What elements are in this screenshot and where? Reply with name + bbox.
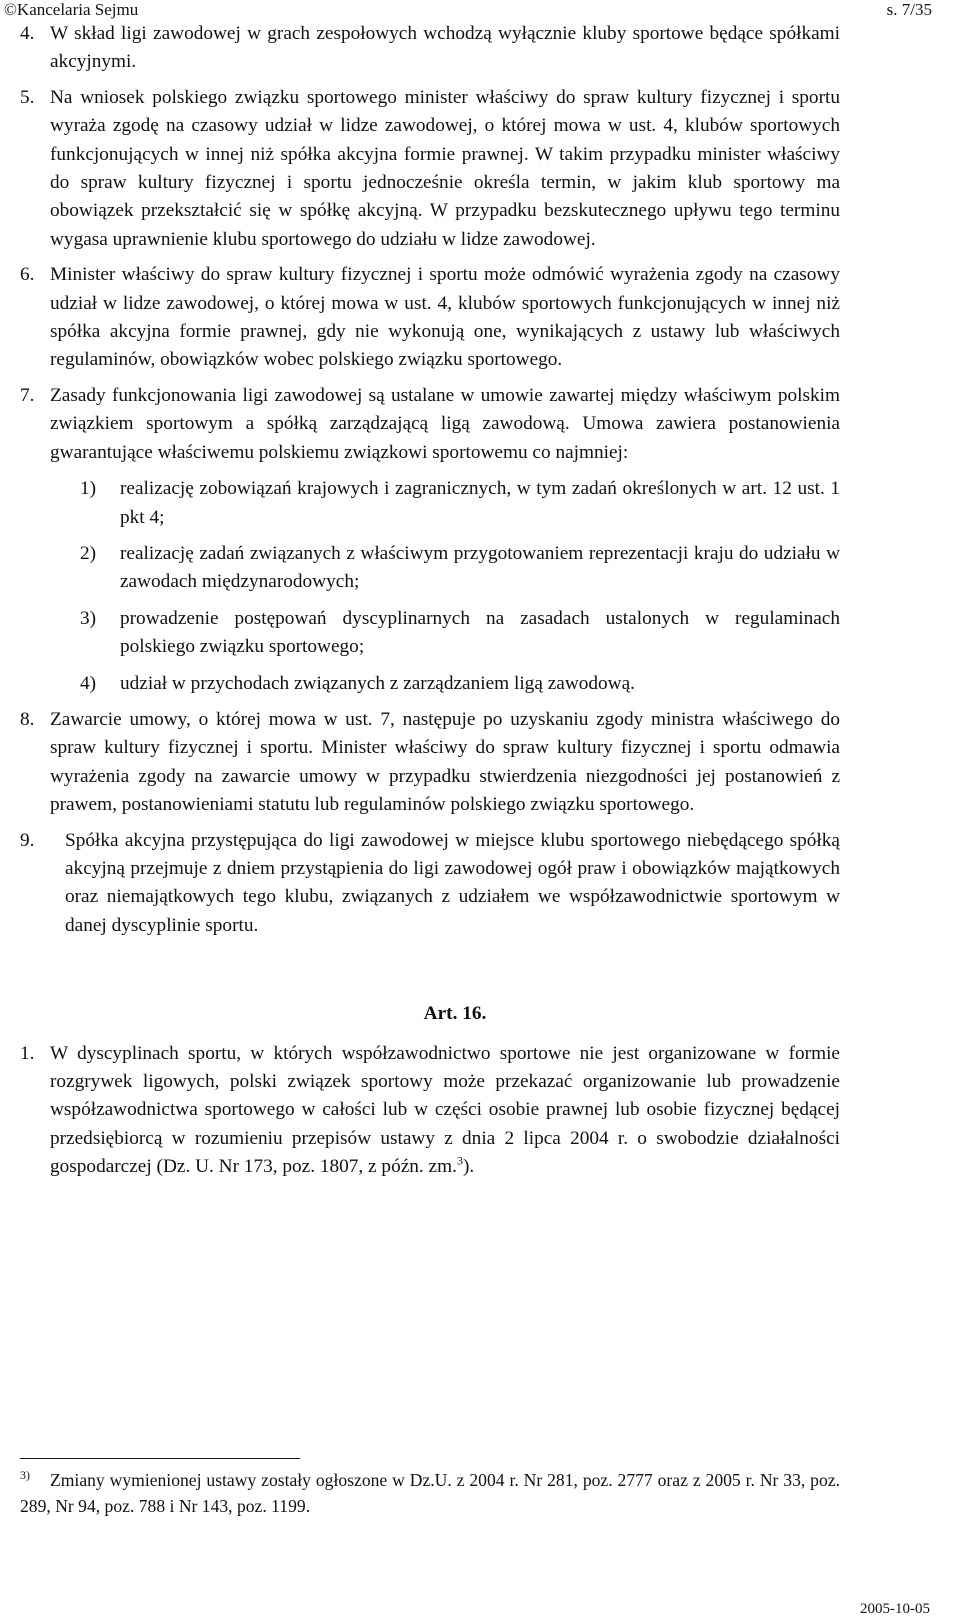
paragraph-number: 4.	[20, 23, 35, 44]
paragraph-4	[20, 20, 840, 77]
header-page-number: s. 7/35	[886, 0, 932, 19]
paragraph-number: 7.	[20, 384, 35, 406]
paragraph-number: 6.	[20, 264, 35, 286]
list-item	[20, 670, 840, 698]
list-item	[20, 540, 840, 597]
paragraph-number: 5.	[20, 86, 35, 108]
footnote-mark: 3)	[20, 1468, 30, 1482]
paragraph-7	[20, 382, 840, 467]
paragraph-number: 1.	[20, 1042, 35, 1064]
list-item-number: 4)	[80, 672, 97, 694]
paragraph-5	[20, 84, 840, 254]
paragraph-number: 8.	[20, 708, 35, 730]
list-item-number: 3)	[80, 607, 97, 629]
list-item-number: 1)	[80, 478, 97, 500]
footnote	[20, 1467, 840, 1519]
paragraph-8	[20, 706, 840, 820]
footnote-text: Zmiany wymienionej ustawy zostały ogłoszone w Dz.U. z 2004 r. Nr 281, poz. 2777 oraz z 2005 r. Nr 33, poz. 289, Nr 94, poz. 788 i Nr 143, poz. 1199.	[20, 1470, 840, 1516]
paragraph-text: W dyscyplinach sportu, w których współzawodnictwo sportowe nie jest organizowane w formie rozgrywek ligowych, polski związek sportowy może przekazać organizowanie lub prowadzenie współzawodnictwa sportowego w całości lub w części osobie prawnej lub osobie fizycznej będącej przedsiębiorcą w rozumieniu przepisów ustawy z dnia 2 lipca 2004 r. o swobodzie działalności gospodarczej (Dz. U. Nr 173, poz. 1807, z późn. zm.	[50, 1042, 840, 1178]
paragraph-text: Spółka akcyjna przystępująca do ligi zawodowej w miejsce klubu sportowego niebędącego spółką akcyjną przejmuje z dniem przystąpienia do ligi zawodowej ogół praw i obowiązków majątkowych oraz niemajątkowych tego klubu, związanych z udziałem we współzawodnictwie sportowym w danej dyscyplinie sportu.	[65, 829, 840, 936]
paragraph-text: Na wniosek polskiego związku sportowego minister właściwy do spraw kultury fizycznej i sportu wyraża zgodę na czasowy udział w lidze zawodowej, o której mowa w ust. 4, klubów sportowych funkcjonujących w innej niż spółka akcyjna formie prawnej. W takim przypadku minister właściwy do spraw kultury fizycznej i sportu jednocześnie określa termin, w jakim klub sportowy ma obowiązek przekształcić się w spółkę akcyjną. W przypadku bezskutecznego upływu tego terminu wygasa uprawnienie klubu sportowego do udziału w lidze zawodowej.	[50, 86, 840, 250]
footnote-divider	[20, 1458, 300, 1459]
list-item	[20, 475, 840, 532]
list-item-text: realizację zobowiązań krajowych i zagranicznych, w tym zadań określonych w art. 12 ust. 1 pkt 4;	[120, 478, 840, 528]
paragraph-text: Zawarcie umowy, o której mowa w ust. 7, następuje po uzyskaniu zgody ministra właściwego do spraw kultury fizycznej i sportu. Minister właściwy do spraw kultury fizycznej i sportu odmawia wyrażenia zgody na zawarcie umowy w przypadku stwierdzenia niezgodności jej postanowień z prawem, postanowieniami statutu lub regulaminów polskiego związku sportowego.	[50, 708, 840, 816]
list-item	[20, 605, 840, 662]
list-item-text: realizację zadań związanych z właściwym przygotowaniem reprezentacji kraju do udziału w zawodach międzynarodowych;	[120, 542, 840, 593]
header-copyright: ©Kancelaria Sejmu	[4, 0, 139, 19]
paragraph-number: 9.	[20, 829, 35, 851]
document-body	[20, 20, 840, 1182]
paragraph-text: Zasady funkcjonowania ligi zawodowej są ustalane w umowie zawartej między właściwym polskim związkiem sportowym a spółką zarządzającą ligą zawodową. Umowa zawiera postanowienia gwarantujące właściwemu polskiemu związkowi sportowemu co najmniej:	[50, 384, 840, 463]
list-item-text: prowadzenie postępowań dyscyplinarnych na zasadach ustalonych w regulaminach polskiego związku sportowego;	[120, 607, 840, 658]
document-date: 2005-10-05	[860, 1601, 930, 1617]
enumeration-list	[20, 475, 840, 698]
list-item-number: 2)	[80, 542, 97, 564]
article-title: Art. 16.	[423, 1003, 487, 1025]
list-item-text: udział w przychodach związanych z zarządzaniem ligą zawodową.	[120, 672, 635, 694]
paragraph-6	[20, 261, 840, 375]
paragraph-text: W skład ligi zawodowej w grach zespołowych wchodzą wyłącznie kluby sportowe będące spółkami akcyjnymi.	[50, 23, 840, 73]
footnote-reference[interactable]: 3	[456, 1153, 463, 1168]
paragraph-text: Minister właściwy do spraw kultury fizycznej i sportu może odmówić wyrażenia zgody na czasowy udział w lidze zawodowej, o której mowa w ust. 4, klubów sportowych funkcjonujących w innej niż spółka akcyjna formie prawnej, gdy nie wykonują one, wynikających z ustawy lub właściwych regulaminów, obowiązków wobec polskiego związku sportowego.	[50, 264, 840, 371]
article-paragraph-1	[20, 1040, 840, 1182]
paragraph-tail: ).	[462, 1156, 475, 1178]
paragraph-9	[20, 827, 840, 941]
